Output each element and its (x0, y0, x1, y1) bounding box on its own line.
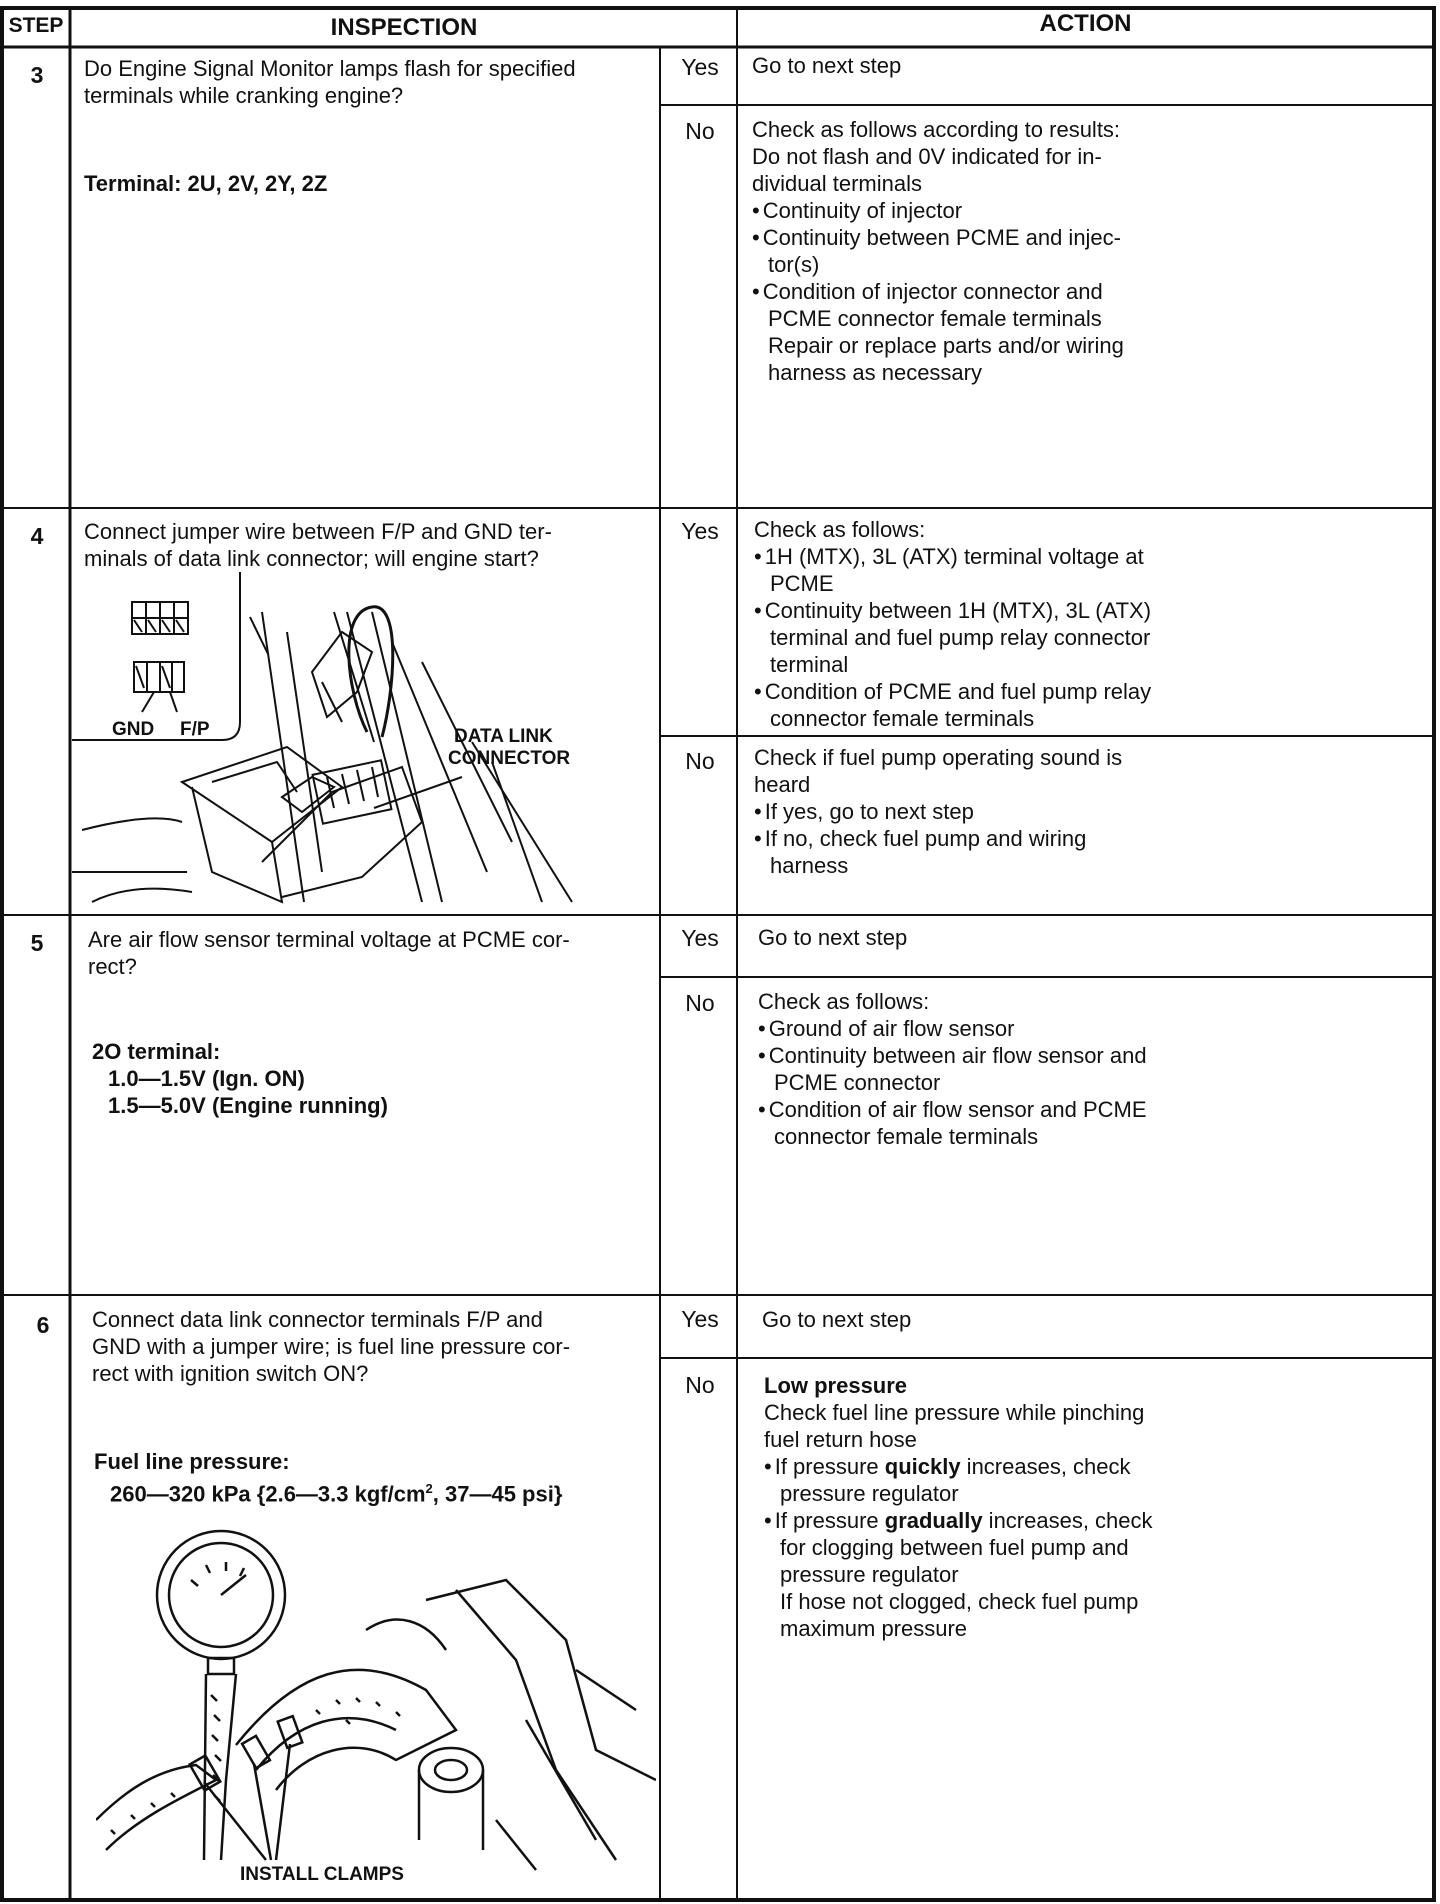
no-label: No (685, 990, 715, 1016)
step4-yes-action: Check as follows: • 1H (MTX), 3L (ATX) terminal voltage at PCME • Continuity between 1H (MTX), 3L (ATX) terminal and fuel pump relay connector terminal • Condition of PCME and fuel pump relay connector female terminals (754, 516, 1151, 732)
no-label: No (685, 118, 715, 144)
no-label: No (685, 1372, 715, 1398)
step6-spec: Fuel line pressure: 260—320 kPa {2.6—3.3 kgf/$cm^2$, 37—45 psi} (94, 1449, 563, 1507)
step6-no-action: Low pressure Check fuel line pressure while pinching fuel return hose • If pressure quickly increases, check pressure regulator • If pressure gradually increases, check for clogging between fuel pump and pressure regulator If hose not clogged, check fuel pump maximum pressure (764, 1372, 1153, 1642)
step6-question: Connect data link connector terminals F/P and GND with a jumper wire; is fuel line pressure cor- rect with ignition switch ON? (92, 1307, 571, 1386)
data-link-connector-illustration (72, 572, 658, 914)
step-number: 6 (36, 1312, 50, 1338)
yes-label: Yes (681, 925, 719, 951)
step6-yes-action: Go to next step (762, 1307, 912, 1332)
header-action: ACTION (1039, 10, 1132, 37)
data-link-label-line2: CONNECTOR (448, 748, 571, 769)
yes-label: Yes (681, 1306, 719, 1332)
header-step: STEP (8, 14, 64, 37)
fuel-pressure-gauge-illustration (96, 1520, 656, 1880)
step4-question: Connect jumper wire between F/P and GND ter- minals of data link connector; will engine start? (84, 519, 552, 571)
yes-label: Yes (681, 518, 719, 544)
no-label: No (685, 748, 715, 774)
step-number: 4 (30, 523, 44, 549)
data-link-label-line1: DATA LINK (454, 726, 553, 747)
step5-yes-action: Go to next step (758, 925, 908, 950)
yes-label: Yes (681, 54, 719, 80)
step5-question: Are air flow sensor terminal voltage at PCME cor- rect? (88, 927, 570, 979)
step3-spec: Terminal: 2U, 2V, 2Y, 2Z (84, 171, 328, 196)
step4-no-action: Check if fuel pump operating sound is heard • If yes, go to next step • If no, check fuel pump and wiring harness (754, 744, 1122, 879)
step-number: 3 (30, 62, 44, 88)
fp-terminal-label: F/P (180, 719, 210, 740)
step3-question: Do Engine Signal Monitor lamps flash for specified terminals while cranking engine? (84, 56, 576, 108)
step5-spec: 2O terminal: 1.0—1.5V (Ign. ON) 1.5—5.0V (Engine running) (92, 1039, 388, 1118)
step3-no-action: Check as follows according to results: Do not flash and 0V indicated for in- dividual terminals • Continuity of injector • Continuity between PCME and injec- tor(s) • Condition of injector connector and PCME connector female terminals Repair or replace parts and/or wiring harness as necessary (752, 116, 1124, 386)
step5-no-action: Check as follows: • Ground of air flow sensor • Continuity between air flow sensor and PCME connector • Condition of air flow sensor and PCME connector female terminals (758, 988, 1147, 1150)
install-clamps-label: INSTALL CLAMPS (240, 1864, 404, 1885)
step3-yes-action: Go to next step (752, 53, 902, 78)
gnd-terminal-label: GND (112, 719, 155, 740)
step-number: 5 (30, 930, 44, 956)
header-inspection: INSPECTION (330, 14, 478, 41)
